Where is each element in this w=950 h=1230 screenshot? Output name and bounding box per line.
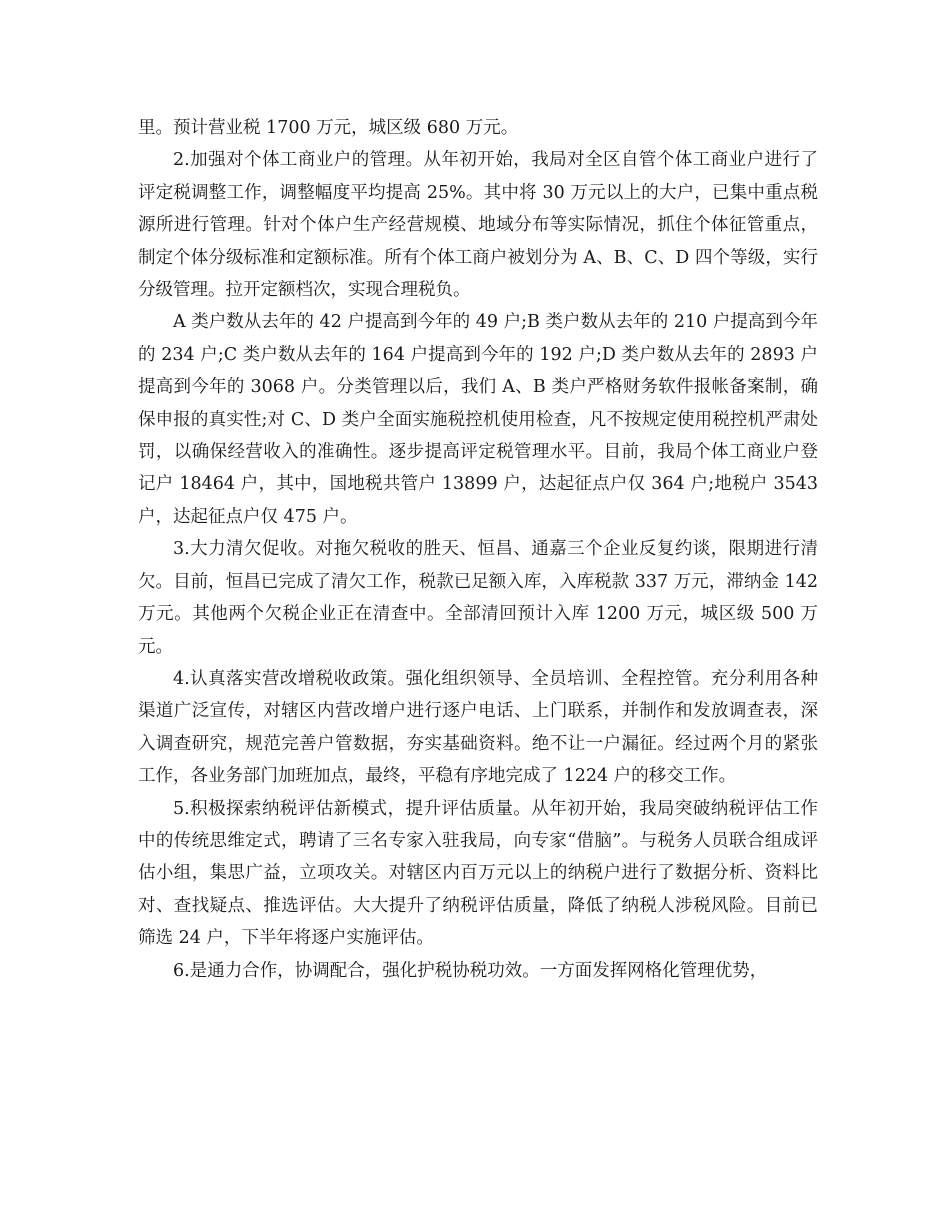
paragraph-item-6: 6.是通力合作，协调配合，强化护税协税功效。一方面发挥网格化管理优势， <box>173 960 768 981</box>
document-body <box>138 112 818 987</box>
paragraph-item-2: 2.加强对个体工商业户的管理。从年初开始，我局对全区自管个体工商业户进行了评定税调整工作，调整幅度平均提高 25%。其中将 30 万元以上的大户，已集中重点税源所进行管理。针对个体户生产经营规模、地域分布等实际情况，抓住个体征管重点，制定个体分级标准和定额标准。所有个体工商户被划分为 A、B、C、D 四个等级，实行分级管理。拉开定额档次，实现合理税负。 <box>138 150 818 301</box>
paragraph-category-stats: A 类户数从去年的 42 户提高到今年的 49 户;B 类户数从去年的 210 户提高到今年的 234 户;C 类户数从去年的 164 户提高到今年的 192 户;D 类户数从去年的 2893 户提高到今年的 3068 户。分类管理以后，我们 A、B 类户严格财务软件报帐备案制，确保申报的真实性;对 C、D 类户全面实施税控机使用检查，凡不按规定使用税控机严肃处罚，以确保经营收入的准确性。逐步提高评定税管理水平。目前，我局个体工商业户登记户 18464 户，其中，国地税共管户 13899 户，达起征点户仅 364 户;地税户 3543 户，达起征点户仅 475 户。 <box>138 312 818 527</box>
paragraph-item-3: 3.大力清欠促收。对拖欠税收的胜天、恒昌、通嘉三个企业反复约谈，限期进行清欠。目前，恒昌已完成了清欠工作，税款已足额入库，入库税款 337 万元，滞纳金 142 万元。其他两个欠税企业正在清查中。全部清回预计入库 1200 万元，城区级 500 万元。 <box>138 539 818 657</box>
paragraph-item-5: 5.积极探索纳税评估新模式，提升评估质量。从年初开始，我局突破纳税评估工作中的传统思维定式，聘请了三名专家入驻我局，向专家“借脑”。与税务人员联合组成评估小组，集思广益，立项攻关。对辖区内百万元以上的纳税户进行了数据分析、资料比对、查找疑点、推选评估。大大提升了纳税评估质量，降低了纳税人涉税风险。目前已筛选 24 户，下半年将逐户实施评估。 <box>138 798 818 949</box>
paragraph-continuation: 里。预计营业税 1700 万元，城区级 680 万元。 <box>138 118 519 138</box>
paragraph-item-4: 4.认真落实营改增税收政策。强化组织领导、全员培训、全程控管。充分利用各种渠道广泛宣传，对辖区内营改增户进行逐户电话、上门联系，并制作和发放调查表，深入调查研究，规范完善户管数据，夯实基础资料。绝不让一户漏征。经过两个月的紧张工作，各业务部门加班加点，最终，平稳有序地完成了 1224 户的移交工作。 <box>138 668 818 787</box>
